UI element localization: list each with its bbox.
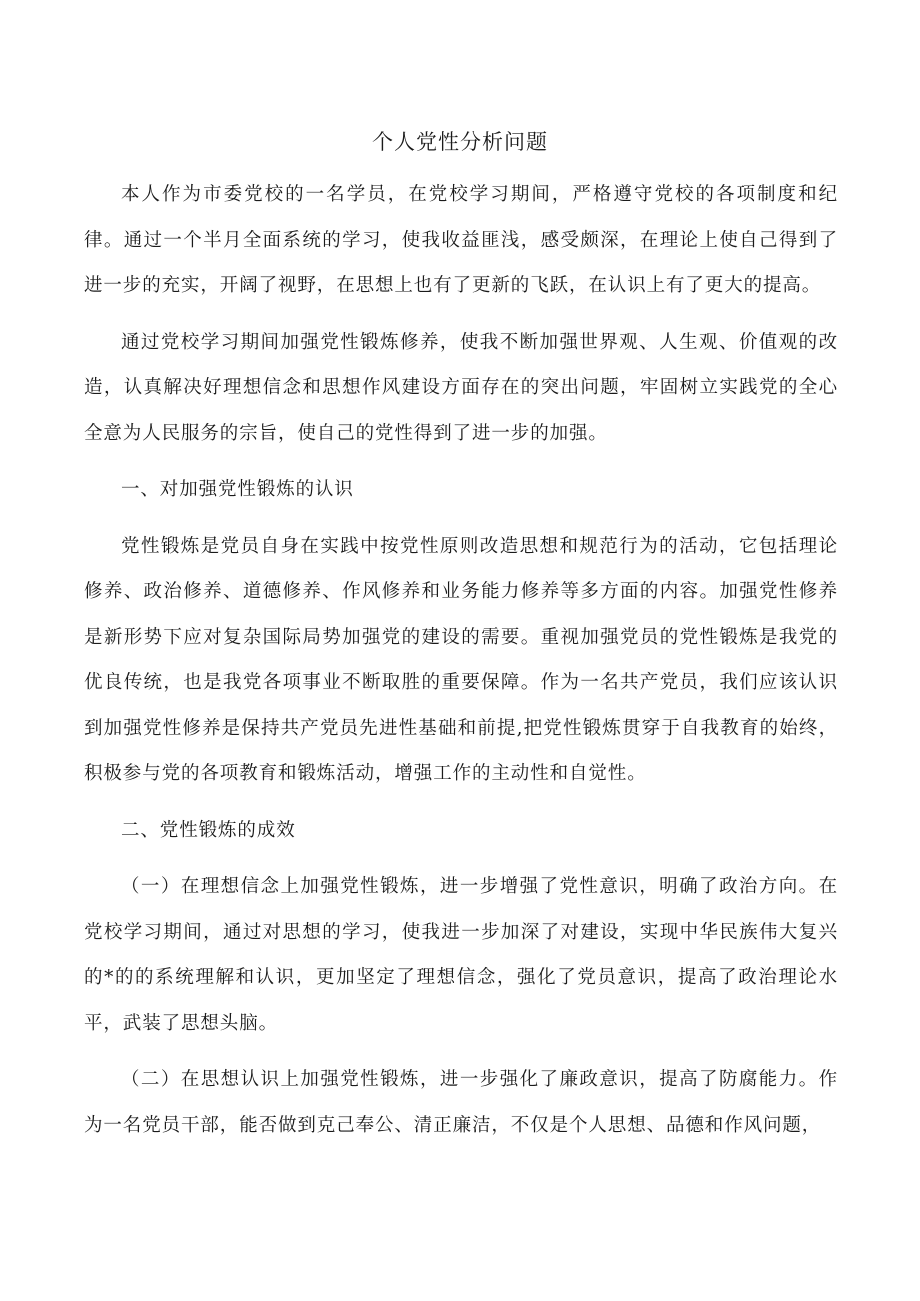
paragraph-purpose: 通过党校学习期间加强党性锻炼修养，使我不断加强世界观、人生观、价值观的改造，认真解决好理想信念和思想作风建设方面存在的突出问题，牢固树立实践党的全心全意为人民服务的宗旨，使自己的党性得到了进一步的加强。 <box>84 331 838 444</box>
paragraph-section-1: 党性锻炼是党员自身在实践中按党性原则改造思想和规范行为的活动，它包括理论修养、政治修养、道德修养、作风修养和业务能力修养等多方面的内容。加强党性修养是新形势下应对复杂国际局势加强党的建设的需要。重视加强党员的党性锻炼是我党的优良传统，也是我党各项事业不断取胜的重要保障。作为一名共产党员，我们应该认识到加强党性修养是保持共产党员先进性基础和前提,把党性锻炼贯穿于自我教育的始终，积极参与党的各项教育和锻炼活动，增强工作的主动性和自觉性。 <box>84 535 838 784</box>
paragraph-subsection-1: （一）在理想信念上加强党性锻炼，进一步增强了党性意识，明确了政治方向。在党校学习期间，通过对思想的学习，使我进一步加深了对建设，实现中华民族伟大复兴的*的的系统理解和认识，更加坚定了理想信念，强化了党员意识，提高了政治理论水平，武装了思想头脑。 <box>84 876 838 1034</box>
document-body <box>84 172 838 1148</box>
document-title: 个人党性分析问题 <box>372 130 548 154</box>
paragraph-intro: 本人作为市委党校的一名学员，在党校学习期间，严格遵守党校的各项制度和纪律。通过一个半月全面系统的学习，使我收益匪浅，感受颇深，在理论上使自己得到了进一步的充实，开阔了视野，在思想上也有了更新的飞跃，在认识上有了更大的提高。 <box>84 184 838 296</box>
paragraph-subsection-2: （二）在思想认识上加强党性锻炼，进一步强化了廉政意识，提高了防腐能力。作为一名党员干部，能否做到克己奉公、清正廉洁，不仅是个人思想、品德和作风问题， <box>84 1069 838 1136</box>
section-heading-1: 一、对加强党性锻炼的认识 <box>121 479 354 500</box>
section-heading-2: 二、党性锻炼的成效 <box>121 819 296 841</box>
